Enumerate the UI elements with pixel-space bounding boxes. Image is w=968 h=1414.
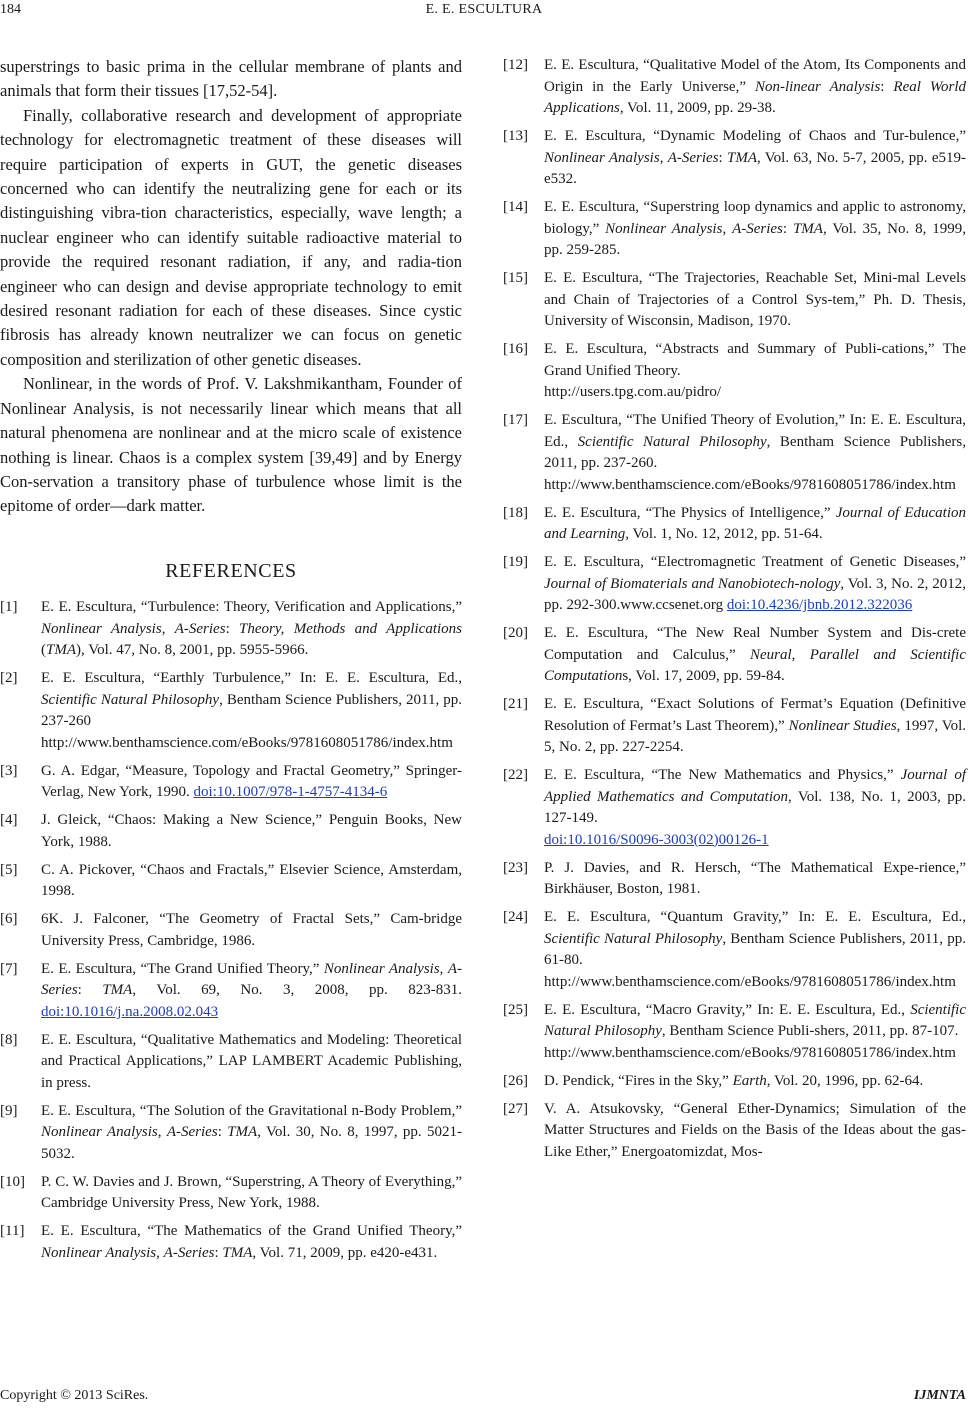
doi-link[interactable]: doi:10.1016/S0096-3003(02)00126-1	[544, 831, 769, 848]
reference-number: [10]	[0, 1173, 25, 1190]
reference-url: http://www.benthamscience.com/eBooks/9781608051786/index.htm	[41, 734, 453, 751]
copyright-notice: Copyright © 2013 SciRes.	[0, 1388, 149, 1403]
reference-text	[544, 552, 966, 617]
reference-item	[503, 1099, 966, 1164]
reference-item	[0, 597, 462, 662]
reference-text-segment: E. E. Escultura, “The Mathematics of the Grand Unified Theory,”	[41, 1223, 462, 1240]
reference-text	[41, 1221, 462, 1264]
reference-number: [5]	[0, 861, 18, 878]
reference-text	[544, 1000, 966, 1065]
reference-text	[544, 503, 966, 546]
reference-italic-text: A-Series	[732, 220, 783, 237]
reference-item	[503, 197, 966, 262]
reference-item	[503, 268, 966, 333]
reference-list-right	[503, 55, 966, 1163]
reference-text-segment: P. J. Davies, and R. Hersch, “The Mathematical Expe-rience,” Birkhäuser, Boston, 1981.	[544, 859, 966, 897]
reference-text-segment: C. A. Pickover, “Chaos and Fractals,” Elsevier Science, Amsterdam, 1998.	[41, 861, 462, 900]
reference-text-segment: (	[41, 642, 46, 659]
reference-italic-text: A-Series	[163, 1244, 215, 1261]
reference-text-segment: ), Vol. 47, No. 8, 2001, pp. 5955-5966.	[76, 642, 309, 659]
reference-text	[544, 55, 966, 120]
reference-text-segment: , Vol. 35, No. 8, 1999, pp. 259-285.	[544, 220, 966, 258]
reference-text-segment: ,	[791, 646, 810, 663]
journal-abbrev: IJMNTA	[913, 1388, 966, 1403]
reference-number: [17]	[503, 412, 528, 428]
reference-number: [26]	[503, 1072, 528, 1089]
reference-italic-text: Parallel and Scientific Computation	[544, 646, 967, 684]
reference-text	[544, 126, 966, 191]
reference-italic-text: Earth	[732, 1072, 767, 1089]
reference-text	[544, 765, 966, 851]
reference-text	[544, 197, 966, 262]
reference-number: [4]	[0, 812, 18, 829]
reference-text	[544, 268, 966, 333]
reference-text-segment: ,	[157, 1124, 167, 1141]
reference-text-segment: ,	[156, 1244, 164, 1261]
reference-text-segment: E. E. Escultura, “Turbulence: Theory, Verification and Applications,”	[41, 599, 462, 616]
reference-text-segment: E. E. Escultura, “Quantum Gravity,” In: E. E. Escultura, Ed.,	[544, 909, 966, 925]
reference-number: [21]	[503, 696, 528, 712]
reference-number: [2]	[0, 670, 18, 687]
reference-text	[544, 339, 966, 404]
reference-text-segment: , Vol. 3, No. 2, 2012, pp. 292-300.	[544, 575, 966, 613]
doi-link[interactable]: doi:10.1007/978-1-4757-4134-6	[193, 784, 388, 801]
reference-text-segment: , Vol. 138, No. 1, 2003, pp. 127-149.	[544, 788, 966, 826]
reference-item	[0, 1030, 462, 1095]
reference-text-segment: E. E. Escultura, “Superstring loop dynamics and applic to astronomy, biology,”	[544, 199, 966, 237]
reference-italic-text: Journal of Biomaterials and Nanobiotech-nology	[544, 575, 841, 592]
reference-text-segment: ,	[439, 960, 448, 977]
reference-text	[41, 959, 462, 1024]
reference-text-segment: E. E. Escultura, “The New Mathematics and Physics,”	[544, 767, 901, 783]
reference-text-segment: E. E. Escultura, “The Grand Unified Theory,”	[41, 960, 324, 977]
reference-item	[0, 959, 462, 1024]
reference-item	[0, 909, 462, 952]
reference-text-segment: ,	[161, 620, 175, 637]
reference-text	[544, 858, 966, 901]
reference-number: [3]	[0, 762, 18, 779]
reference-text-segment: , Vol. 71, 2009, pp. e420-e431.	[252, 1244, 438, 1261]
reference-text-segment: E. E. Escultura, “Macro Gravity,” In: E. E. Escultura, Ed.,	[544, 1001, 911, 1018]
page-number: 184	[0, 2, 21, 17]
reference-italic-text: A-Series	[667, 149, 719, 166]
reference-text-segment: :	[214, 1244, 223, 1261]
reference-number: [6]	[0, 911, 18, 928]
reference-text	[41, 860, 462, 903]
reference-italic-text: Nonlinear Analysis	[323, 960, 440, 977]
reference-item	[503, 339, 966, 404]
left-column	[0, 55, 462, 1271]
reference-text	[544, 694, 966, 759]
reference-number: [1]	[0, 599, 18, 616]
reference-italic-text: TMA	[46, 642, 76, 659]
reference-text-segment: V. A. Atsukovsky, “General Ether-Dynamics; Simulation of the Matter Structures and Fields on the Basis of the Ideas about the gas-Like Ether,” Energoatomizdat, Mos-	[544, 1100, 966, 1160]
reference-italic-text: Nonlinear Analysis	[41, 1124, 158, 1141]
reference-text-segment: D. Pendick, “Fires in the Sky,”	[544, 1072, 733, 1089]
reference-number: [22]	[503, 767, 528, 783]
reference-text	[41, 1030, 462, 1095]
reference-number: [8]	[0, 1031, 18, 1048]
reference-text-segment: E. E. Escultura, “Qualitative Mathematics and Modeling: Theoretical and Practical Applications,” LAP LAMBERT Academic Publishing, in press.	[41, 1031, 462, 1091]
reference-text-segment: G. A. Edgar, “Measure, Topology and Fractal Geometry,” Springer-Verlag, New York, 1990.	[41, 762, 462, 801]
reference-text	[41, 909, 462, 952]
reference-text-segment: :	[782, 220, 793, 237]
reference-italic-text: A-Series	[166, 1124, 218, 1141]
reference-text-segment: 6K. J. Falconer, “The Geometry of Fractal Sets,” Cam-bridge University Press, Cambridge, 1986.	[41, 911, 462, 949]
reference-item	[503, 1000, 966, 1065]
reference-italic-text: Scientific Natural Philosophy	[544, 1001, 966, 1039]
reference-italic-text: Neural	[750, 646, 792, 663]
body-paragraph: Finally, collaborative research and development of appropriate technology for electromagnetic treatment of these diseases will require participation of experts in GUT, the genetic diseases concerned who can identify the neutralizing gene for each or its distinguishing vibra-tion characteristics, especially, wave length; a nuclear engineer who can identify suitable radioactive material to provide the required resonant radiation, if any, and radia-tion engineer who can design and devise appropriate technology to emit desired resonant radiation for each of these diseases. Since cystic fibrosis has already known neutralizer we can focus on genetic composition and sterilization of other genetic diseases.	[0, 105, 462, 369]
running-head: E. E. ESCULTURA	[425, 2, 543, 17]
reference-item	[503, 907, 966, 993]
reference-text-segment: , Vol. 20, 1996, pp. 62-64.	[766, 1072, 924, 1089]
reference-text-segment: , Bentham Science Publishers, 2011, pp. 61-80.	[544, 930, 966, 968]
reference-italic-text: Theory, Methods and Applications	[239, 620, 462, 637]
reference-text	[544, 1071, 966, 1093]
reference-item	[503, 694, 966, 759]
reference-number: [16]	[503, 341, 528, 357]
reference-number: [7]	[0, 960, 18, 977]
doi-link[interactable]: doi:10.1016/j.na.2008.02.043	[41, 1003, 219, 1020]
reference-number: [20]	[503, 625, 528, 641]
reference-text-segment: , 1997, Vol. 5, No. 2, pp. 227-2254.	[544, 717, 967, 755]
reference-italic-text: TMA	[792, 220, 823, 237]
reference-text	[544, 623, 966, 688]
reference-number: [27]	[503, 1100, 528, 1117]
right-column	[503, 55, 966, 1170]
body-paragraph: Nonlinear, in the words of Prof. V. Lakshmikantham, Founder of Nonlinear Analysis, is not necessarily linear which means that all natural phenomena are nonlinear and at the micro scale of existence nothing is linear. Chaos is a complex system [39,49] and by Energy Con-servation a transitory phase of turbulence whose limit is the epitome of order—dark matter.	[0, 374, 462, 516]
reference-italic-text: Real World Applications	[544, 78, 966, 116]
reference-text-segment: E. E. Escultura, “The Physics of Intelligence,”	[544, 504, 836, 521]
reference-text-segment: s, Vol. 17, 2009, pp. 59-84.	[622, 668, 785, 684]
reference-url: http://users.tpg.com.au/pidro/	[544, 384, 722, 400]
reference-item	[503, 410, 966, 496]
references-heading: REFERENCES	[165, 559, 297, 582]
reference-text-segment: , Bentham Science Publishers, 2011, pp. 237-260.	[544, 433, 966, 471]
reference-number: [19]	[503, 554, 528, 570]
reference-text-segment: E. E. Escultura, “Dynamic Modeling of Chaos and Tur-bulence,”	[544, 128, 966, 144]
reference-italic-text: Non-linear Analysis	[754, 78, 881, 95]
reference-item	[0, 1221, 462, 1264]
reference-italic-text: TMA	[222, 1244, 253, 1261]
reference-text-segment: , Vol. 30, No. 8, 1997, pp. 5021-5032.	[41, 1124, 463, 1162]
reference-url: www.ccsenet.org	[620, 597, 727, 613]
reference-italic-text: Journal of Education and Learning	[544, 504, 966, 542]
reference-text-segment: E. E. Escultura, “Earthly Turbulence,” In: E. E. Escultura, Ed.,	[41, 670, 462, 687]
reference-url: http://www.benthamscience.com/eBooks/9781608051786/index.htm	[544, 973, 956, 990]
reference-item	[503, 1071, 966, 1093]
reference-item	[503, 503, 966, 546]
reference-item	[503, 858, 966, 901]
reference-text-segment: , Vol. 63, No. 5-7, 2005, pp. e519-e532.	[544, 149, 966, 187]
reference-text	[41, 761, 462, 804]
reference-italic-text: Scientific Natural Philosophy	[577, 433, 767, 450]
reference-text-segment: ,	[659, 149, 668, 166]
reference-text-segment: , Bentham Science Publishers, 2011, pp. 237-260	[41, 691, 462, 730]
reference-italic-text: Nonlinear Analysis	[41, 620, 162, 637]
reference-text-segment: :	[880, 78, 894, 95]
reference-text-segment: J. Gleick, “Chaos: Making a New Science,” Penguin Books, New York, 1988.	[41, 812, 462, 850]
reference-text-segment: , Vol. 1, No. 12, 2012, pp. 51-64.	[625, 526, 823, 542]
reference-text	[41, 810, 462, 853]
reference-text-segment: :	[718, 149, 727, 166]
reference-italic-text: Scientific Natural Philosophy	[41, 691, 220, 708]
reference-italic-text: A-Series	[41, 960, 463, 999]
reference-number: [25]	[503, 1001, 528, 1018]
reference-italic-text: Scientific Natural Philosophy	[544, 930, 723, 947]
reference-text	[41, 597, 462, 662]
reference-item	[503, 126, 966, 191]
reference-item	[503, 55, 966, 120]
reference-item	[0, 860, 462, 903]
reference-text-segment: E. E. Escultura, “The New Real Number System and Dis-crete Computation and Calculus,”	[544, 625, 966, 663]
reference-number: [14]	[503, 199, 528, 215]
reference-text	[41, 1101, 462, 1166]
reference-list-left	[0, 597, 462, 1264]
reference-italic-text: TMA	[102, 982, 133, 999]
reference-item	[0, 761, 462, 804]
reference-text-segment: , Bentham Science Publi-shers, 2011, pp. 87-107.	[661, 1023, 959, 1039]
reference-text-segment: E. Escultura, “The Unified Theory of Evolution,” In: E. E. Escultura, Ed.,	[544, 412, 966, 450]
reference-item	[503, 623, 966, 688]
reference-number: [18]	[503, 504, 528, 521]
reference-text	[544, 907, 966, 993]
reference-italic-text: TMA	[227, 1124, 258, 1141]
reference-text-segment: E. E. Escultura, “Exact Solutions of Fermat’s Equation (Definitive Resolution of Fermat’s Last Theorem),”	[544, 696, 966, 734]
reference-text	[544, 1099, 966, 1164]
reference-text-segment: :	[217, 1124, 228, 1141]
reference-text-segment: :	[77, 982, 103, 999]
reference-number: [15]	[503, 270, 528, 286]
reference-text-segment: E. E. Escultura, “The Solution of the Gravitational n-Body Problem,”	[41, 1102, 462, 1119]
reference-item	[0, 810, 462, 853]
reference-italic-text: Nonlinear Analysis	[41, 1244, 157, 1261]
reference-italic-text: A-Series	[174, 620, 226, 637]
reference-text-segment: , Vol. 69, No. 3, 2008, pp. 823-831.	[132, 982, 462, 999]
reference-italic-text: Journal of Applied Mathematics and Computation	[544, 767, 966, 805]
reference-item	[0, 1172, 462, 1215]
reference-item	[0, 668, 462, 754]
reference-number: [13]	[503, 128, 528, 144]
body-paragraph: superstrings to basic prima in the cellular membrane of plants and animals that form their tissues [17,52-54].	[0, 57, 462, 101]
doi-link[interactable]: doi:10.4236/jbnb.2012.322036	[726, 597, 913, 613]
reference-text	[544, 410, 966, 496]
reference-text-segment: E. E. Escultura, “Qualitative Model of the Atom, Its Components and Origin in the Early Universe,”	[544, 57, 966, 95]
reference-number: [12]	[503, 57, 528, 73]
reference-text-segment: E. E. Escultura, “Abstracts and Summary of Publi-cations,” The Grand Unified Theory.	[544, 341, 966, 379]
page-header	[0, 0, 968, 22]
reference-number: [23]	[503, 859, 528, 876]
reference-text-segment: E. E. Escultura, “Electromagnetic Treatment of Genetic Diseases,”	[544, 554, 966, 570]
reference-text-segment: E. E. Escultura, “The Trajectories, Reachable Set, Mini-mal Levels and Chain of Trajectories of a Control Sys-tem,” Ph. D. Thesis, University of Wisconsin, Madison, 1970.	[544, 270, 966, 329]
reference-text	[41, 1172, 462, 1215]
reference-text-segment: ,	[722, 220, 733, 237]
reference-item	[503, 765, 966, 851]
reference-number: [11]	[0, 1223, 25, 1240]
reference-number: [9]	[0, 1102, 18, 1119]
reference-text-segment: :	[225, 620, 240, 637]
reference-italic-text: Nonlinear Analysis	[544, 149, 660, 166]
reference-text	[41, 668, 462, 754]
reference-url: http://www.benthamscience.com/eBooks/9781608051786/index.htm	[544, 1044, 956, 1061]
reference-url: http://www.benthamscience.com/eBooks/9781608051786/index.htm	[544, 476, 956, 493]
reference-text-segment: P. C. W. Davies and J. Brown, “Superstring, A Theory of Everything,” Cambridge University Press, New York, 1988.	[41, 1173, 462, 1212]
reference-item	[0, 1101, 462, 1166]
reference-text-segment: , Vol. 11, 2009, pp. 29-38.	[619, 100, 776, 116]
reference-italic-text: Nonlinear Studies	[788, 717, 897, 734]
reference-italic-text: TMA	[727, 149, 757, 166]
reference-item	[503, 552, 966, 617]
reference-number: [24]	[503, 909, 528, 925]
reference-italic-text: Nonlinear Analysis	[605, 220, 723, 237]
